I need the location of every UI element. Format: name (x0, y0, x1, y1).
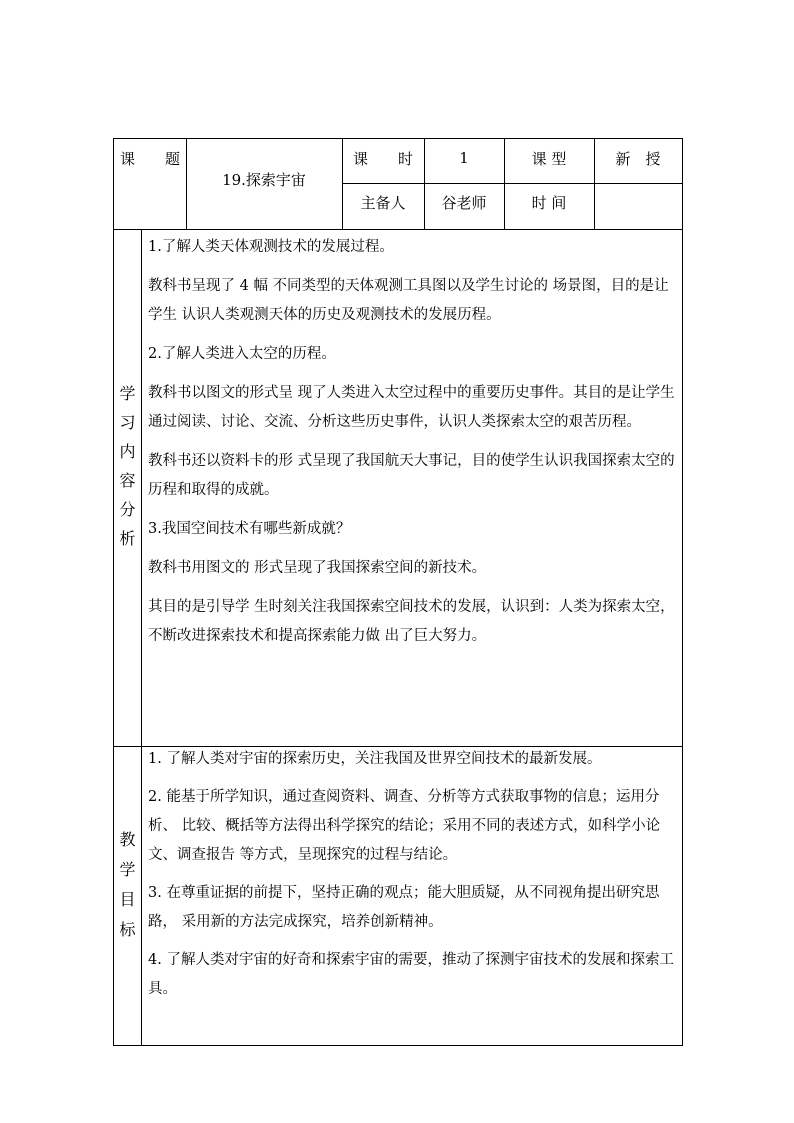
analysis-label-char: 析 (119, 529, 136, 548)
row-divider (114, 229, 682, 230)
analysis-paragraph: 其目的是引导学 生时刻关注我国探索空间技术的发展，认识到：人类为探索太空，不断改进探索技术和提高探索能力做 出了巨大努力。 (148, 599, 675, 644)
goals-content (148, 745, 676, 1013)
analysis-paragraph: 教科书以图文的形式呈 现了人类进入太空过程中的重要历史事件。其目的是让学生 通过阅读、讨论、交流、分析这些历史事件，认识人类探索太空的艰苦历程。 (148, 385, 675, 430)
type-value: 新 授 (615, 149, 661, 168)
type-label: 课 型 (531, 149, 567, 168)
goals-label-char: 学 (119, 860, 136, 879)
goals-paragraph: 2. 能基于所学知识，通过查阅资料、调查、分析等方式获取事物的信息；运用分析、 比较、概括等方法得出科学探究的结论；采用不同的表述方式，如科学小论文、调查报告 等方式，呈现探究的过程与结论。 (148, 789, 661, 863)
header-mid-divider (342, 183, 682, 184)
goals-paragraph: 1. 了解人类对宇宙的探索历史，关注我国及世界空间技术的最新发展。 (148, 751, 602, 767)
goals-label-char: 标 (119, 920, 136, 939)
period-value: 1 (459, 149, 469, 167)
analysis-paragraph: 教科书用图文的 形式呈现了我国探索空间的新技术。 (148, 560, 487, 576)
topic-value: 19.探索宇宙 (222, 170, 306, 189)
analysis-paragraph: 教科书呈现了 4 幅 不同类型的天体观测工具图以及学生讨论的 场景图，目的是让学生 认识人类观测天体的历史及观测技术的发展历程。 (148, 278, 669, 323)
goals-label-char: 教 (119, 830, 136, 849)
time-label: 时 间 (531, 193, 567, 212)
analysis-content (148, 233, 676, 661)
period-label: 课 时 (352, 149, 413, 168)
preparer-label: 主备人 (360, 193, 406, 212)
analysis-paragraph: 教科书还以资料卡的形 式呈现了我国航天大事记，目的使学生认识我国探索太空的历程和取得的成就。 (148, 453, 675, 498)
analysis-label-char: 习 (119, 413, 136, 432)
goals-paragraph: 4. 了解人类对宇宙的好奇和探索宇宙的需要，推动了探测宇宙技术的发展和探索工具。 (148, 952, 674, 997)
analysis-paragraph: 1.了解人类天体观测技术的发展过程。 (148, 239, 394, 255)
analysis-label-char: 内 (119, 442, 136, 461)
goals-label-char: 目 (119, 890, 136, 909)
time-value (594, 185, 682, 219)
analysis-paragraph: 2.了解人类进入太空的历程。 (148, 346, 336, 362)
analysis-label-char: 容 (119, 471, 136, 490)
analysis-label (114, 379, 141, 553)
label-column-divider (141, 229, 142, 1045)
preparer-value: 谷老师 (441, 193, 487, 212)
topic-label: 课 题 (119, 149, 180, 168)
goals-paragraph: 3. 在尊重证据的前提下，坚持正确的观点；能大胆质疑，从不同视角提出研究思路， 采用新的方法完成探究，培养创新精神。 (148, 885, 660, 930)
analysis-label-char: 学 (119, 384, 136, 403)
analysis-label-char: 分 (119, 500, 136, 519)
goals-label (114, 825, 141, 945)
lesson-plan-table (113, 138, 683, 1046)
analysis-paragraph: 3.我国空间技术有哪些新成就？ (148, 521, 351, 537)
